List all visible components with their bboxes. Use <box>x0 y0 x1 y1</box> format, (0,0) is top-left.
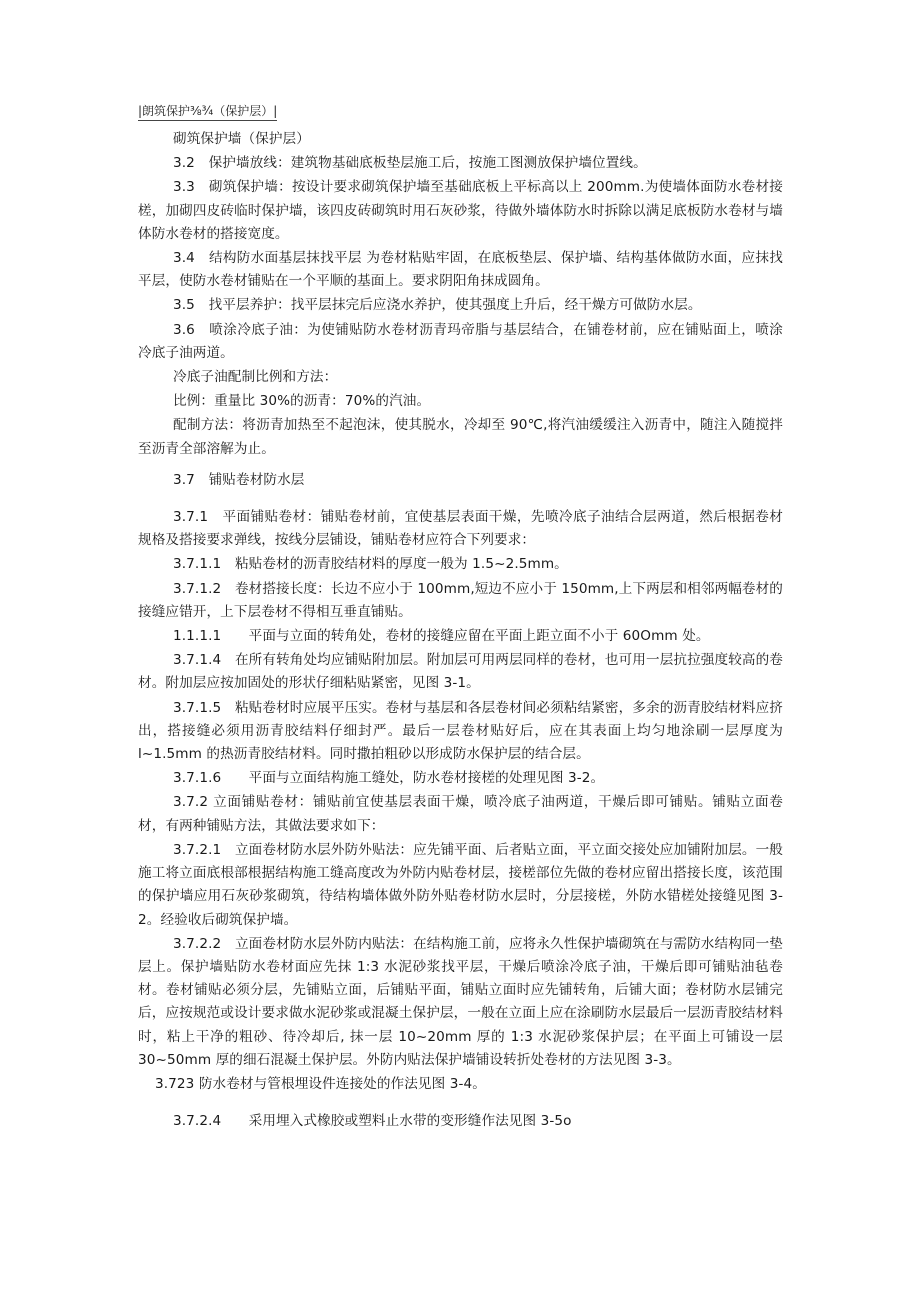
paragraph-3-6: 3.6 喷涂冷底子油：为使铺贴防水卷材沥青玛帝脂与基层结合，在铺卷材前，应在铺贴面上，喷涂冷底子油两道。 <box>138 321 783 361</box>
paragraph-3-7-1: 3.7.1 平面铺贴卷材：铺贴卷材前，宜使基层表面干燥，先喷冷底子油结合层两道，然后根据卷材规格及搭接要求弹线，按线分层铺设，铺贴卷材应符合下列要求： <box>138 509 783 549</box>
section-header-label: |朗筑保护⅜¾（保护层）| <box>138 103 277 121</box>
paragraph-3-7-1-1: 3.7.1.1 粘贴卷材的沥青胶结材料的厚度一般为 1.5~2.5mm。 <box>173 556 568 573</box>
paragraph-3-7-1-2: 3.7.1.2 卷材搭接长度：长边不应小于 100mm,短边不应小于 150mm,上下两层和相邻两幅卷材的接缝应错开，上下层卷材不得相互垂直铺贴。 <box>138 580 783 620</box>
paragraph-primer-mix-heading: 冷底子油配制比例和方法： <box>173 369 338 386</box>
paragraph-1-1-1-1: 1.1.1.1 平面与立面的转角处，卷材的接缝应留在平面上距立面不小于 60Omm 处。 <box>173 628 710 645</box>
paragraph-primer-ratio: 比例：重量比 30%的沥青：70%的汽油。 <box>173 393 431 410</box>
paragraph-3-4: 3.4 结构防水面基层抹找平层 为卷材粘贴牢固，在底板垫层、保护墙、结构基体做防水面，应抹找平层，使防水卷材铺贴在一个平顺的基面上。要求阴阳角抹成圆角。 <box>138 250 783 290</box>
paragraph-3-7-2-2: 3.7.2.2 立面卷材防水层外防内贴法：在结构施工前，应将永久性保护墙砌筑在与需防水结构同一垫层上。保护墙贴防水卷材面应先抹 1:3 水泥砂浆找平层，干燥后喷涂冷底子油，干燥后即可铺贴油毡卷材。卷材铺贴必须分层，先铺贴立面，后铺贴平面，铺贴立面时应先铺转角，后铺大面；卷材防水层铺完后，应按规范或设计要求做水泥砂浆或混凝土保护层，一般在立面上应在涂刷防水层最后一层沥青胶结材料时，粘上干净的粗砂、待冷却后, 抹一层 10~20mm 厚的 1:3 水泥砂浆保护层；在平面上可铺设一层 30~50mm 厚的细石混凝土保护层。外防内贴法保护墙铺设转折处卷材的方法见图 3-3。 <box>138 935 783 1068</box>
paragraph-3-5: 3.5 找平层养护：找平层抹完后应浇水养护，使其强度上升后，经干燥方可做防水层。 <box>173 297 702 314</box>
paragraph-3-2: 3.2 保护墙放线：建筑物基础底板垫层施工后，按施工图测放保护墙位置线。 <box>173 155 647 172</box>
paragraph-3-7-2: 3.7.2 立面铺贴卷材：铺贴前宜使基层表面干燥，喷冷底子油两道，干燥后即可铺贴。铺贴立面卷材，有两种铺贴方法，其做法要求如下： <box>138 794 783 834</box>
paragraph-3-7-1-5: 3.7.1.5 粘贴卷材时应展平压实。卷材与基层和各层卷材间必须粘结紧密，多余的沥青胶结材料应挤出，搭接缝必须用沥青胶结料仔细封严。最后一层卷材贴好后，应在其表面上均匀地涂刷一层厚度为 l~1.5mm 的热沥青胶结材料。同时撒拍粗砂以形成防水保护层的结合层。 <box>138 699 783 763</box>
body-text <box>138 128 783 1134</box>
paragraph-3-7: 3.7 铺贴卷材防水层 <box>173 471 305 488</box>
paragraph-3-7-1-4: 3.7.1.4 在所有转角处均应铺贴附加层。附加层可用两层同样的卷材，也可用一层抗拉强度较高的卷材。附加层应按加固处的形状仔细粘贴紧密，见图 3-1。 <box>138 652 783 692</box>
paragraph-3-3: 3.3 砌筑保护墙：按设计要求砌筑保护墙至基础底板上平标高以上 200mm.为使墙体面防水卷材接槎，加砌四皮砖临时保护墙，该四皮砖砌筑时用石灰砂浆，待做外墙体防水时拆除以满足底板防水卷材与墙体防水卷材的搭接宽度。 <box>138 179 783 242</box>
paragraph-masonry-protection-wall: 砌筑保护墙（保护层） <box>173 131 310 147</box>
paragraph-3-7-2-4: 3.7.2.4 采用埋入式橡胶或塑料止水带的变形缝作法见图 3-5o <box>173 1113 572 1130</box>
paragraph-3-7-2-3: 3.723 防水卷材与管根埋设件连接处的作法见图 3-4。 <box>155 1075 486 1092</box>
paragraph-3-7-2-1: 3.7.2.1 立面卷材防水层外防外贴法：应先铺平面、后者贴立面，平立面交接处应加铺附加层。一般施工将立面底根部根据结构施工缝高度改为外防内贴卷材层，接槎部位先做的卷材应留出搭接长度，该范围的保护墙应用石灰砂浆砌筑，待结构墙体做外防外贴卷材防水层时，分层接槎，外防水错槎处接缝见图 3-2。经验收后砌筑保护墙。 <box>138 841 783 928</box>
paragraph-3-7-1-6: 3.7.1.6 平面与立面结构施工缝处，防水卷材接槎的处理见图 3-2。 <box>173 770 605 787</box>
paragraph-primer-method: 配制方法：将沥青加热至不起泡沫，使其脱水，冷却至 90℃,将汽油缓缓注入沥青中，随注入随搅拌至沥青全部溶解为止。 <box>138 417 783 457</box>
